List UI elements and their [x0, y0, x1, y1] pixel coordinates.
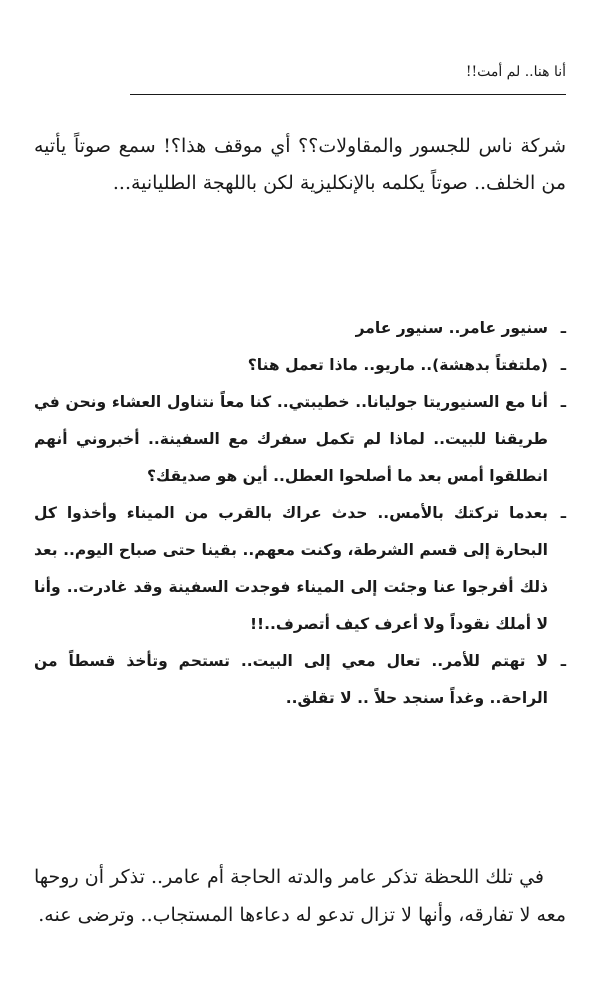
- opening-paragraph: [34, 128, 566, 202]
- dialogue-dash: ـ: [560, 652, 566, 670]
- dialogue-line: [34, 310, 566, 347]
- paragraph-text: شركة ناس للجسور والمقاولات؟؟ أي موقف هذا؟! سمع صوتاً يأتيه من الخلف.. صوتاً يكلمه بالإنكليزية لكن باللهجة الطليانية...: [34, 135, 567, 194]
- dialogue-line: [34, 643, 566, 717]
- paragraph-text: [34, 858, 566, 934]
- running-header: أنا هنا.. لم أمت!!: [465, 64, 566, 80]
- closing-paragraph: [34, 858, 566, 934]
- dialogue-text: سنيور عامر.. سنيور عامر: [355, 319, 548, 337]
- dialogue-text: لا تهتم للأمر.. تعال معي إلى البيت.. تستحم وتأخذ قسطاً من الراحة.. وغداً سنجد حلاً .. لا تقلق..: [34, 652, 548, 707]
- dialogue-text: بعدما تركتك بالأمس.. حدث عراك بالقرب من الميناء وأخذوا كل البحارة إلى قسم الشرطة، وكنت معهم.. بقينا حتى صباح اليوم.. بعد ذلك أفرجوا عنا وجئت إلى الميناء فوجدت السفينة وقد غادرت.. وأنا لا أملك نقوداً ولا أعرف كيف أتصرف..!!: [34, 504, 548, 633]
- dialogue-text: (ملتفتاً بدهشة).. ماريو.. ماذا تعمل هنا؟: [247, 356, 548, 374]
- dialogue-dash: ـ: [560, 356, 566, 374]
- dialogue-text: أنا مع السنيوريتا جوليانا.. خطيبتي.. كنا معاً نتناول العشاء ونحن في طريقنا للبيت.. لماذا لم تكمل سفرك مع السفينة.. أخبروني أنهم انطلقوا أمس بعد ما أصلحوا العطل.. أين هو صديقك؟: [34, 393, 548, 485]
- dialogue-line: [34, 384, 566, 495]
- dialogue-dash: ـ: [560, 393, 566, 411]
- dialogue-line: [34, 495, 566, 643]
- dialogue-dash: ـ: [560, 319, 566, 337]
- dialogue-block: [34, 310, 566, 717]
- paragraph-body: في تلك اللحظة تذكر عامر والدته الحاجة أم عامر.. تذكر أن روحها معه لا تفارقه، وأنها لا تزال تدعو له دعاءها المستجاب.. وترضى عنه.: [34, 866, 566, 926]
- header-rule: [130, 94, 566, 95]
- dialogue-dash: ـ: [560, 504, 566, 522]
- dialogue-line: [34, 347, 566, 384]
